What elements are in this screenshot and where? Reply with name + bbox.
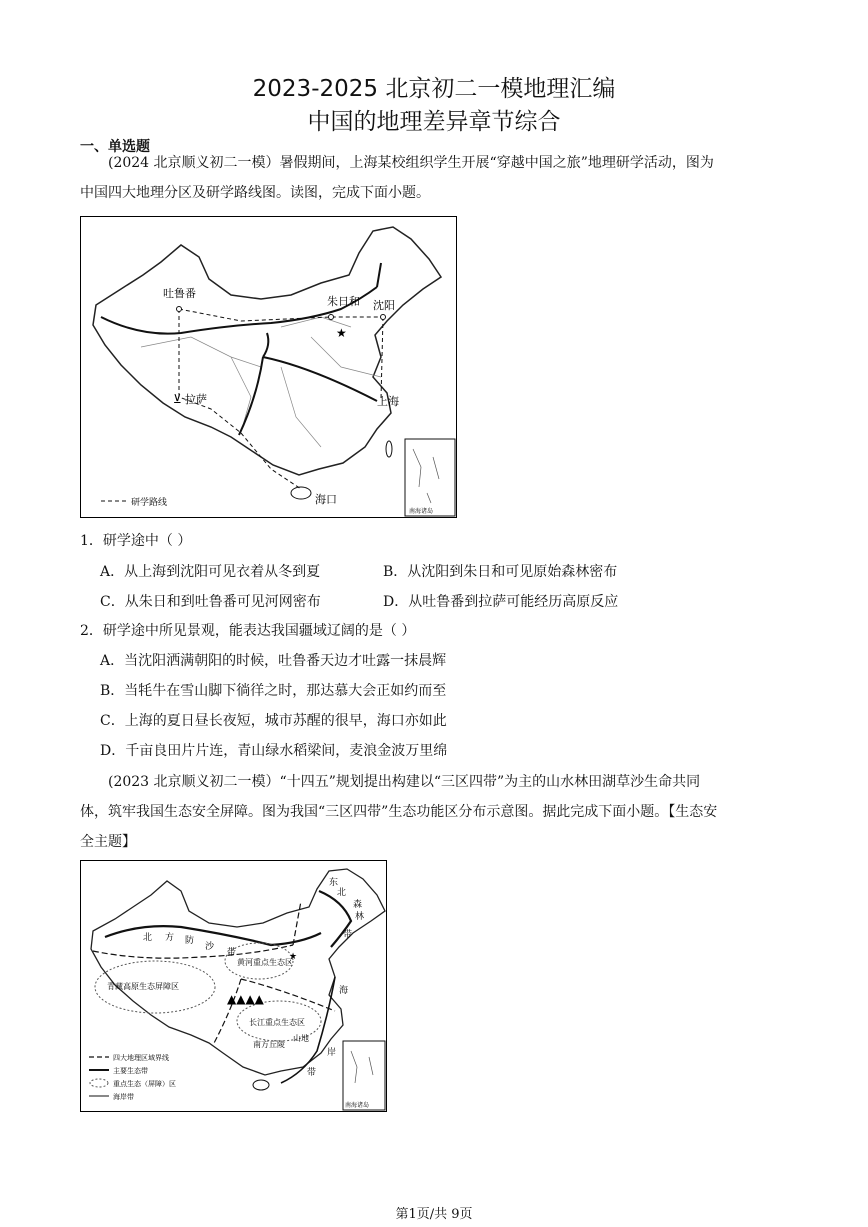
lasa-label: 拉萨 — [185, 393, 207, 406]
label-north-3: 防 — [185, 936, 195, 946]
star-icon: ★ — [289, 952, 298, 962]
label-north-2: 方 — [165, 933, 175, 943]
legend-shape-3 — [90, 1079, 108, 1087]
ecology-map-drawing — [81, 861, 386, 1111]
legend-route-label: 研学路线 — [131, 498, 168, 508]
tulufan-dot — [177, 307, 182, 312]
shanghai-label: 上海 — [377, 395, 399, 408]
section-heading: 一、单选题 — [80, 139, 150, 155]
zhurihe-label: 朱日和 — [327, 295, 360, 308]
question-2-option-c[interactable]: C．上海的夏日昼长夜短，城市苏醒的很早，海口亦如此 — [100, 713, 447, 729]
label-changjiang: 长江重点生态区 — [249, 1018, 305, 1027]
region-boundary-west — [263, 333, 268, 357]
passage-2-line2: 体，筑牢我国生态安全屏障。图为我国“三区四带”生态功能区分布示意图。据此完成下面小题。【生态安 — [80, 804, 718, 820]
label-east-3: 森 — [353, 900, 363, 910]
label-east-4: 林 — [355, 912, 365, 922]
document-title-line2: 中国的地理差异章节综合 — [307, 109, 561, 135]
haikou-label: 海口 — [315, 493, 337, 506]
passage-1 — [80, 148, 792, 208]
question-1-option-d[interactable]: D．从吐鲁番到拉萨可能经历高原反应 — [383, 594, 619, 610]
label-east-1: 东 — [329, 878, 339, 888]
question-2-option-b[interactable]: B．当牦牛在雪山脚下徜徉之时，那达慕大会正如约而至 — [100, 683, 447, 699]
question-1-option-c[interactable]: C．从朱日和到吐鲁番可见河网密布 — [100, 594, 321, 610]
label-coast-3: 带 — [307, 1068, 317, 1078]
label-nanfang: 南方丘陵 — [253, 1040, 285, 1049]
china-outline-2 — [91, 869, 385, 1075]
label-qinghai: 青藏高原生态屏障区 — [107, 982, 179, 991]
shenyang-dot — [381, 315, 386, 320]
label-shandi: 山地 — [293, 1034, 309, 1043]
question-2-stem: 2．研学途中所见景观，能表达我国疆域辽阔的是（ ） — [80, 623, 416, 639]
question-1-option-a[interactable]: A．从上海到沈阳可见衣着从冬到夏 — [100, 564, 321, 580]
legend-label-4: 海岸带 — [113, 1093, 134, 1101]
region-boundary-qinling — [263, 357, 377, 401]
label-north-5: 带 — [227, 948, 237, 958]
label-huanghe: 黄河重点生态区 — [237, 958, 293, 967]
region-boundary-tibet — [239, 357, 263, 435]
label-north-4: 沙 — [205, 942, 215, 952]
passage-2-line1: (2023 北京顺义初二一模）“十四五”规划提出构建以“三区四带”为主的山水林田湖草沙生命共同 — [108, 774, 701, 790]
lasa-marker-icon: ⊻ — [173, 392, 182, 406]
label-coast-1: 海 — [339, 986, 349, 996]
south-sea-inset-2 — [343, 1041, 385, 1110]
zhurihe-dot — [329, 315, 334, 320]
passage-2 — [80, 767, 792, 857]
tulufan-label: 吐鲁番 — [163, 287, 196, 300]
page-number: 第1页/共 9页 — [395, 1207, 473, 1222]
passage-2-line3: 全主题】 — [80, 834, 136, 850]
capital-star-icon: ★ — [336, 326, 347, 340]
question-1-stem: 1．研学途中（ ） — [80, 533, 192, 549]
label-north-1: 北 — [143, 933, 153, 943]
ecology-map — [80, 860, 387, 1112]
label-coast-2: 岸 — [327, 1048, 337, 1058]
shenyang-label: 沈阳 — [373, 299, 395, 312]
label-east-2: 北 — [337, 888, 347, 898]
document-title-line1: 2023-2025 北京初二一模地理汇编 — [252, 76, 616, 102]
question-2-option-d[interactable]: D．千亩良田片片连，青山绿水稻梁间，麦浪金波万里绵 — [100, 743, 448, 759]
route-map-drawing — [81, 217, 456, 517]
legend-label-3: 重点生态（屏障）区 — [113, 1080, 176, 1088]
inset-label: 南海诸岛 — [409, 508, 434, 515]
question-2-option-a[interactable]: A．当沈阳洒满朝阳的时候，吐鲁番天边才吐露一抹晨辉 — [100, 653, 447, 669]
question-1-option-b[interactable]: B．从沈阳到朱日和可见原始森林密布 — [383, 564, 618, 580]
study-route — [179, 309, 383, 489]
passage-1-line1: (2024 北京顺义初二一模）暑假期间，上海某校组织学生开展“穿越中国之旅”地理研学活动，图为 — [108, 155, 714, 171]
inset-label-2: 南海诸岛 — [345, 1102, 370, 1109]
label-east-5: 带 — [343, 930, 353, 940]
mountain-icon: ▲▲▲▲ — [227, 992, 264, 1006]
legend-label-2: 主要生态带 — [113, 1067, 148, 1075]
passage-1-line2: 中国四大地理分区及研学路线图。读图，完成下面小题。 — [80, 185, 430, 201]
legend-label-1: 四大地理区域界线 — [113, 1054, 169, 1062]
south-sea-inset — [405, 439, 455, 516]
route-map — [80, 216, 457, 518]
hainan-island — [291, 487, 311, 499]
